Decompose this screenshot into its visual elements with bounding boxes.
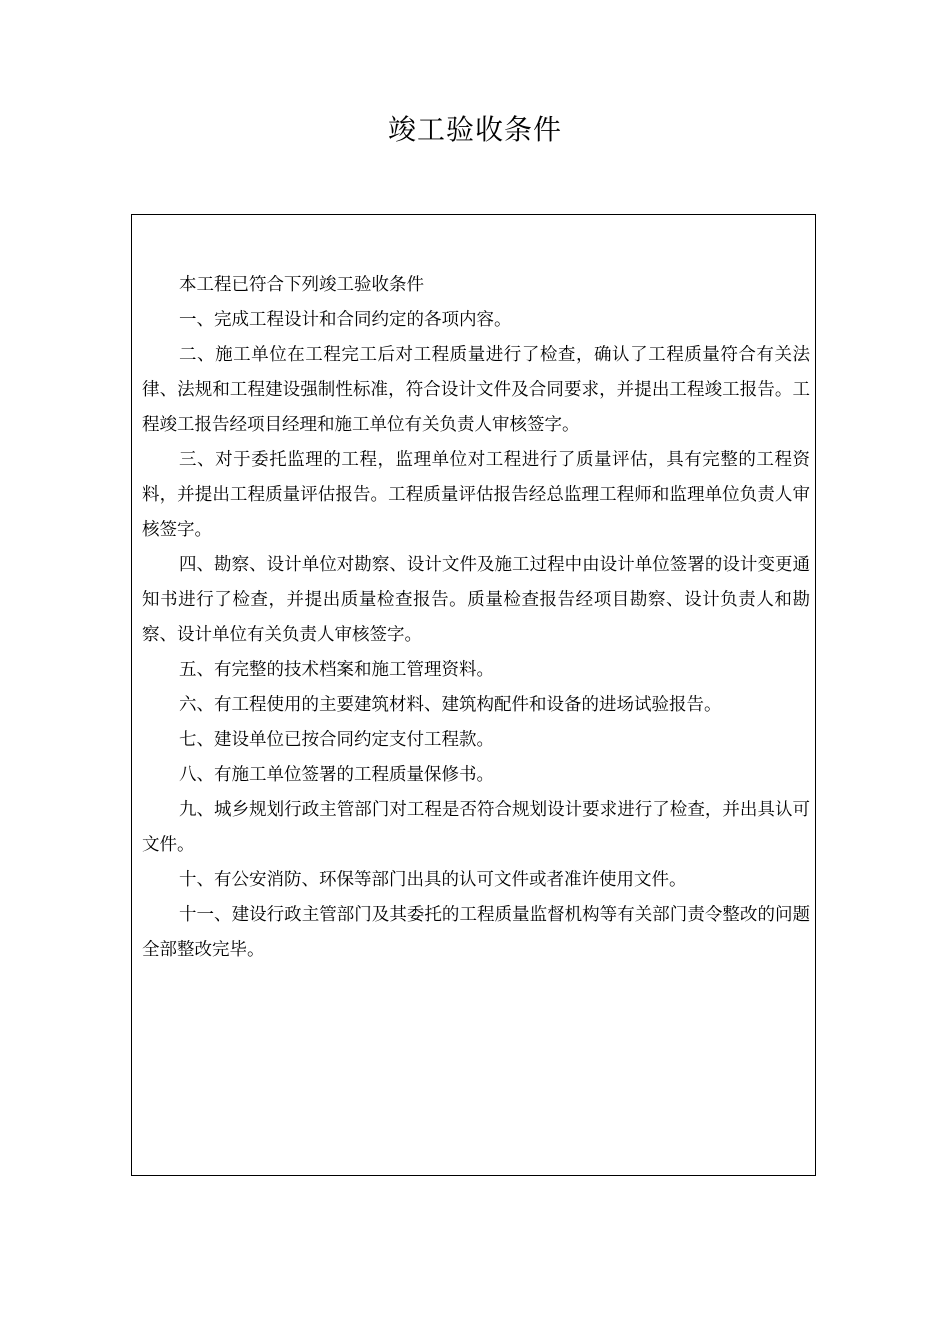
conditions-content	[142, 268, 810, 968]
condition-item-4: 四、勘察、设计单位对勘察、设计文件及施工过程中由设计单位签署的设计变更通知书进行了检查，并提出质量检查报告。质量检查报告经项目勘察、设计负责人和勘察、设计单位有关负责人审核签字。	[142, 555, 810, 645]
condition-item-11: 十一、建设行政主管部门及其委托的工程质量监督机构等有关部门责令整改的问题全部整改完毕。	[142, 905, 810, 960]
condition-item-5: 五、有完整的技术档案和施工管理资料。	[179, 660, 494, 680]
document-title: 竣工验收条件	[387, 113, 562, 146]
condition-item-3: 三、对于委托监理的工程，监理单位对工程进行了质量评估，具有完整的工程资料，并提出工程质量评估报告。工程质量评估报告经总监理工程师和监理单位负责人审核签字。	[142, 450, 810, 540]
condition-item-9: 九、城乡规划行政主管部门对工程是否符合规划设计要求进行了检查，并出具认可文件。	[142, 800, 810, 855]
condition-item-7: 七、建设单位已按合同约定支付工程款。	[179, 730, 494, 750]
condition-item-2: 二、施工单位在工程完工后对工程质量进行了检查，确认了工程质量符合有关法律、法规和工程建设强制性标准，符合设计文件及合同要求，并提出工程竣工报告。工程竣工报告经项目经理和施工单位有关负责人审核签字。	[142, 345, 810, 435]
condition-item-8: 八、有施工单位签署的工程质量保修书。	[179, 765, 494, 785]
condition-item-6: 六、有工程使用的主要建筑材料、建筑构配件和设备的进场试验报告。	[179, 695, 722, 715]
condition-item-1: 一、完成工程设计和合同约定的各项内容。	[179, 310, 512, 330]
condition-item-10: 十、有公安消防、环保等部门出具的认可文件或者准许使用文件。	[179, 870, 687, 890]
conditions-box	[131, 214, 816, 1176]
intro-paragraph: 本工程已符合下列竣工验收条件	[179, 275, 424, 295]
